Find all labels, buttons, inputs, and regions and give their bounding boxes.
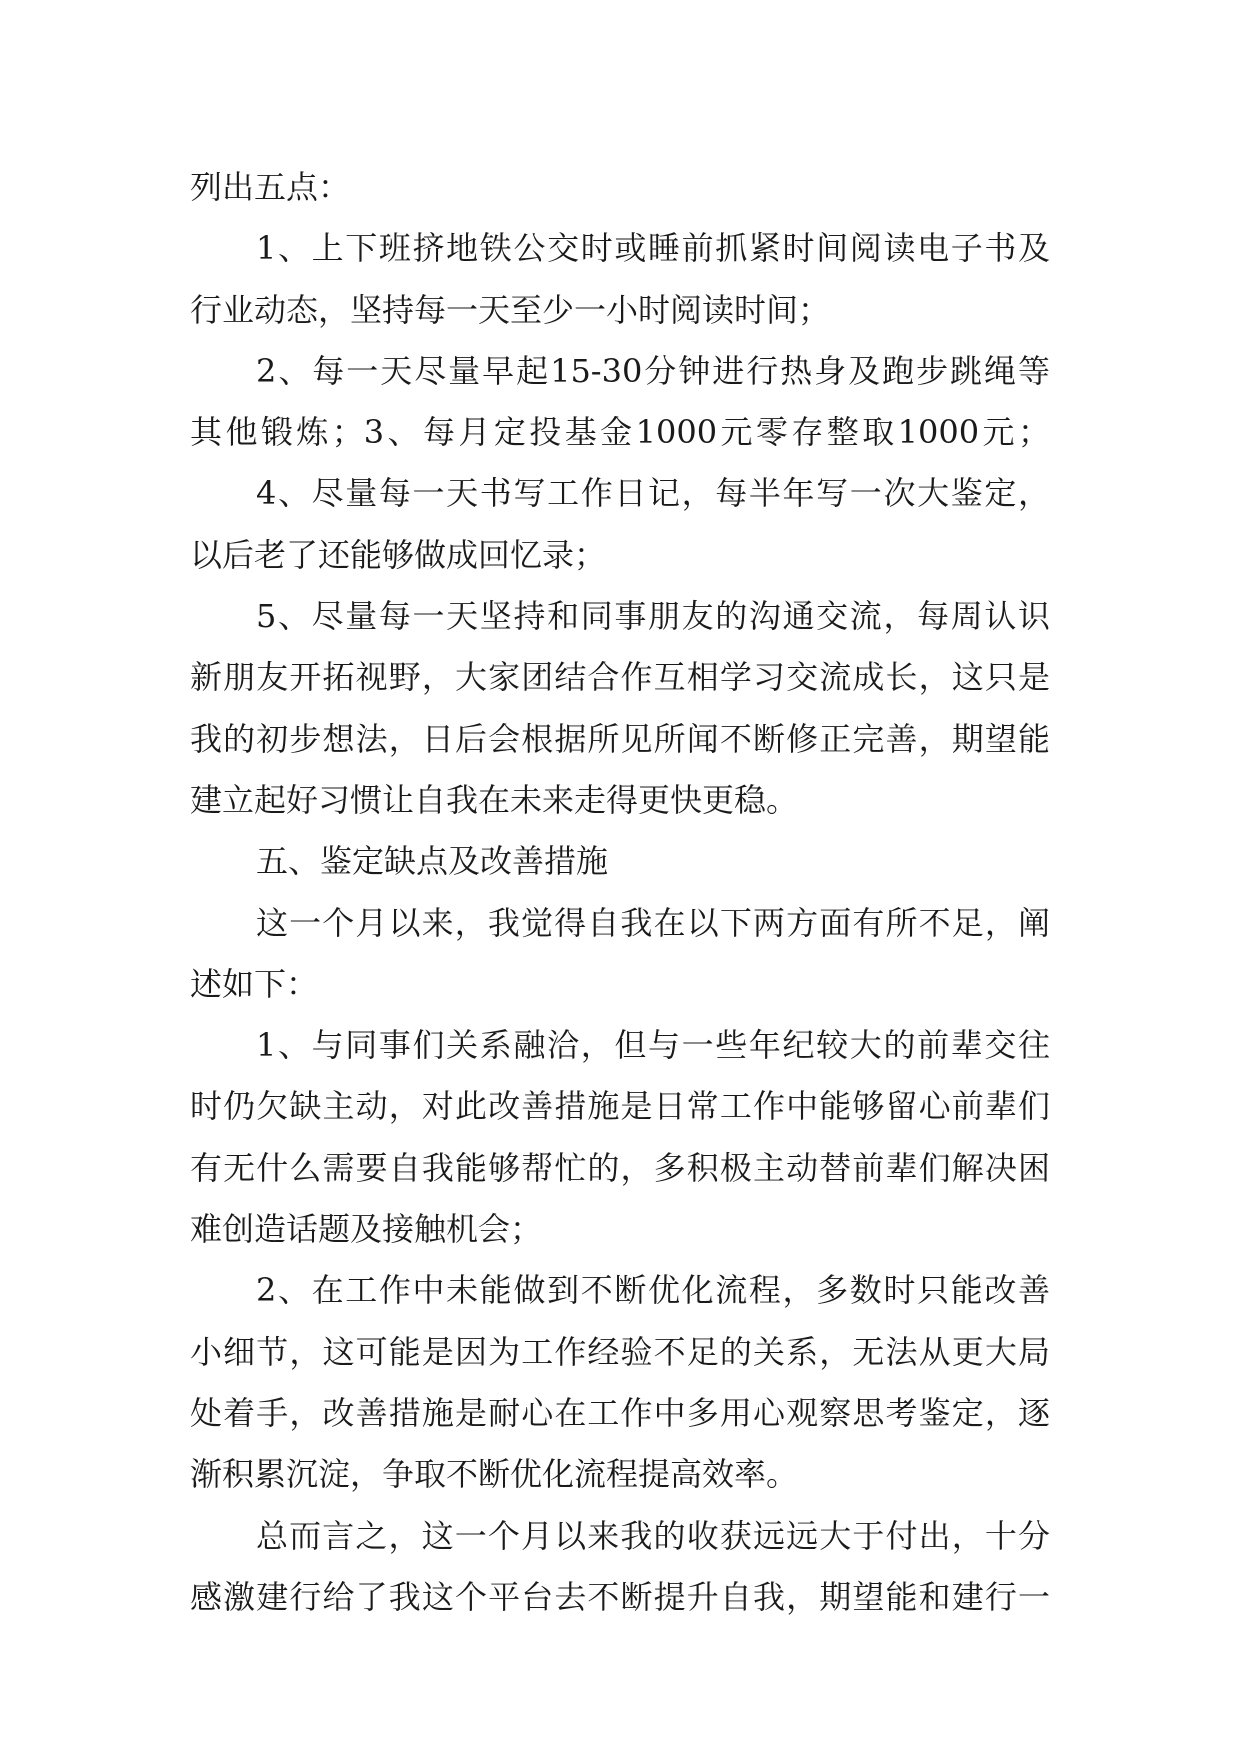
text-line: 1、与同事们关系融洽，但与一些年纪较大的前辈交往: [256, 1026, 1050, 1065]
text-line: 2、每一天尽量早起15-30分钟进行热身及跑步跳绳等: [256, 351, 1050, 390]
text-line: 2、在工作中未能做到不断优化流程，多数时只能改善: [256, 1271, 1050, 1310]
text-line: 述如下：: [190, 964, 319, 1003]
text-line: 难创造话题及接触机会；: [190, 1210, 543, 1249]
document-body: [190, 157, 1050, 1628]
text-line: 小细节，这可能是因为工作经验不足的关系，无法从更大局: [190, 1332, 1050, 1371]
text-line: 列出五点：: [190, 168, 351, 206]
text-line: 以后老了还能够做成回忆录；: [190, 535, 607, 574]
text-line: 有无什么需要自我能够帮忙的，多积极主动替前辈们解决困: [190, 1148, 1050, 1187]
text-line: 5、尽量每一天坚持和同事朋友的沟通交流，每周认识: [256, 597, 1050, 636]
text-line: 1、上下班挤地铁公交时或睡前抓紧时间阅读电子书及: [256, 229, 1050, 268]
text-line: 这一个月以来，我觉得自我在以下两方面有所不足，阐: [256, 903, 1050, 942]
text-line: 行业动态，坚持每一天至少一小时阅读时间；: [190, 290, 831, 329]
text-line: 感激建行给了我这个平台去不断提升自我，期望能和建行一: [190, 1577, 1050, 1616]
text-line: 时仍欠缺主动，对此改善措施是日常工作中能够留心前辈们: [190, 1087, 1050, 1126]
text-line: 建立起好习惯让自我在未来走得更快更稳。: [190, 780, 799, 819]
text-line: 其他锻炼；3、每月定投基金1000元零存整取1000元；: [190, 413, 1050, 452]
section-heading: 五、鉴定缺点及改善措施: [256, 842, 609, 881]
text-line: 我的初步想法，日后会根据所见所闻不断修正完善，期望能: [190, 719, 1050, 758]
text-line: 新朋友开拓视野，大家团结合作互相学习交流成长，这只是: [190, 658, 1050, 697]
text-line: 渐积累沉淀，争取不断优化流程提高效率。: [190, 1455, 799, 1494]
text-line: 4、尽量每一天书写工作日记，每半年写一次大鉴定，: [256, 474, 1050, 513]
text-line: 总而言之，这一个月以来我的收获远远大于付出，十分: [256, 1516, 1050, 1555]
text-line: 处着手，改善措施是耐心在工作中多用心观察思考鉴定，逐: [190, 1393, 1050, 1432]
